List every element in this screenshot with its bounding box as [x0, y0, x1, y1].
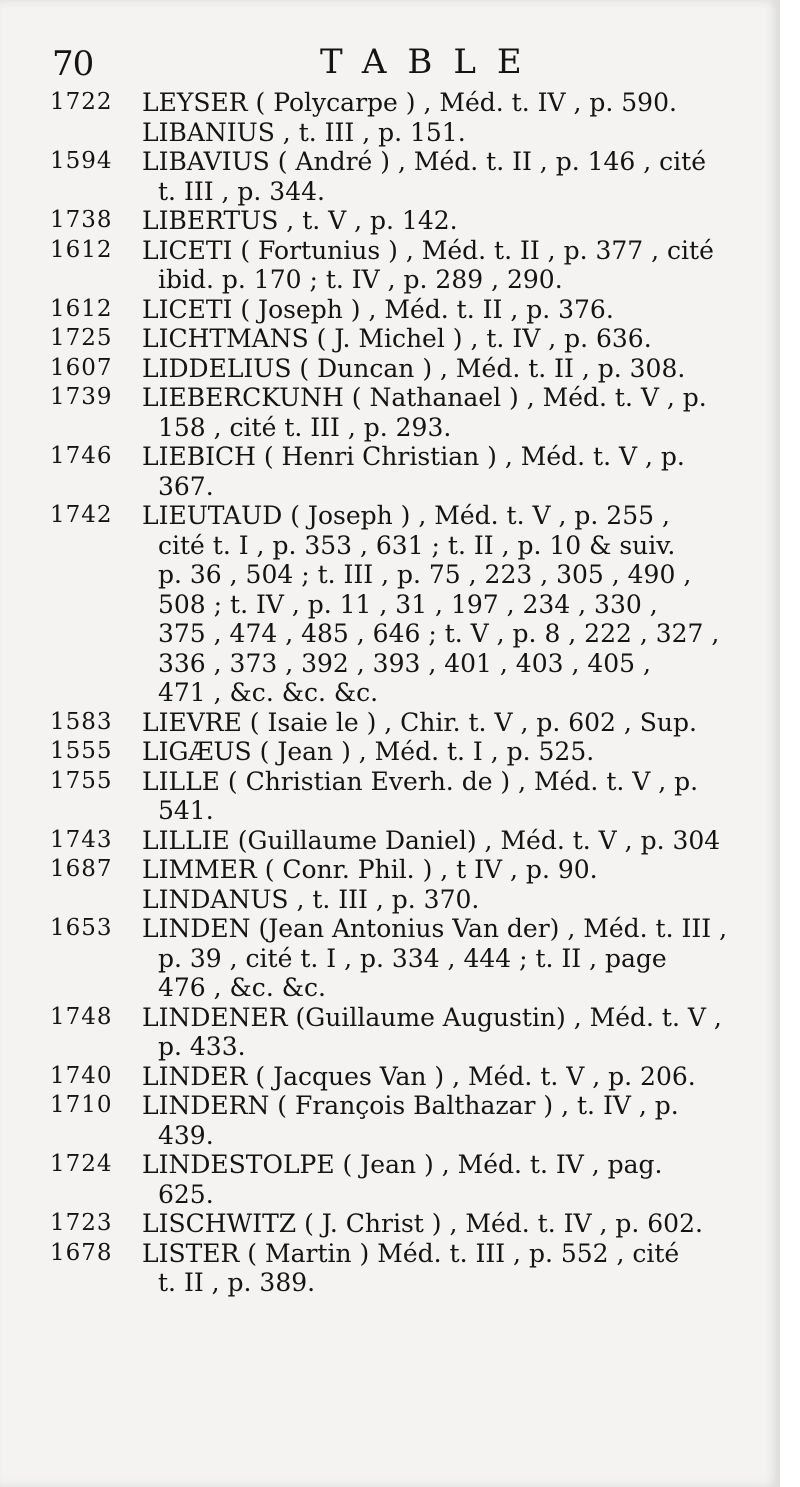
entry-year: 1612 [50, 236, 113, 263]
entry-text: LINDESTOLPE ( Jean ) , Méd. t. IV , pag. [142, 1150, 663, 1179]
entry-year: 1722 [50, 89, 113, 115]
entry-continuation: 439. [158, 1120, 214, 1150]
entry-continuation: p. 433. [158, 1032, 246, 1061]
entry-year: 1678 [50, 1239, 113, 1266]
index-entry [50, 324, 762, 354]
entry-year: 1724 [50, 1151, 113, 1177]
index-entry [50, 737, 762, 767]
entry-text: LINDER ( Jacques Van ) , Méd. t. V , p. 206. [142, 1061, 696, 1091]
index-entry [50, 855, 762, 885]
index-entry-list [50, 88, 762, 1298]
entry-continuation: 375 , 474 , 485 , 646 ; t. V , p. 8 , 222 , 327 , [158, 619, 720, 648]
index-entry [50, 708, 762, 738]
entry-text: LIBANIUS , t. III , p. 151. [142, 117, 466, 147]
index-entry [50, 354, 762, 384]
entry-text: LIGÆUS ( Jean ) , Méd. t. I , p. 525. [142, 737, 595, 766]
entry-continuation: 508 ; t. IV , p. 11 , 31 , 197 , 234 , 330 , [158, 589, 658, 619]
entry-continuation: 476 , &c. &c. [158, 973, 326, 1002]
index-entry [50, 826, 762, 856]
entry-text: LINDEN (Jean Antonius Van der) , Méd. t. III , [142, 914, 728, 943]
index-entry [50, 1239, 762, 1298]
entry-year: 1555 [50, 738, 113, 764]
index-entry [50, 885, 762, 915]
entry-year: 1746 [50, 443, 113, 469]
entry-text: LILLIE (Guillaume Daniel) , Méd. t. V , p. 304 [142, 825, 721, 855]
entry-year: 1583 [50, 708, 113, 735]
index-entry [50, 767, 762, 826]
entry-text: LICHTMANS ( J. Michel ) , t. IV , p. 636. [142, 324, 652, 353]
entry-year: 1743 [50, 826, 113, 853]
entry-year: 1687 [50, 856, 113, 882]
entry-continuation: p. 36 , 504 ; t. III , p. 75 , 223 , 305 , 490 , [158, 560, 692, 589]
entry-text: LEYSER ( Polycarpe ) , Méd. t. IV , p. 590. [142, 88, 677, 117]
index-entry [50, 206, 762, 236]
index-entry [50, 442, 762, 501]
entry-text: LIEBERCKUNH ( Nathanael ) , Méd. t. V , p. [142, 383, 707, 412]
entry-continuation: ibid. p. 170 ; t. IV , p. 289 , 290. [158, 265, 563, 294]
index-entry [50, 914, 762, 1003]
entry-text: LIDDELIUS ( Duncan ) , Méd. t. II , p. 308. [142, 353, 686, 383]
entry-year: 1738 [50, 207, 113, 233]
entry-year: 1742 [50, 502, 113, 528]
index-entry [50, 1150, 762, 1209]
index-entry [50, 1091, 762, 1150]
entry-text: LISTER ( Martin ) Méd. t. III , p. 552 , cité [142, 1238, 680, 1268]
entry-year: 1725 [50, 325, 113, 351]
entry-year: 1594 [50, 148, 113, 174]
entry-continuation: p. 39 , cité t. I , p. 334 , 444 ; t. II , page [158, 943, 667, 973]
entry-text: LIBAVIUS ( André ) , Méd. t. II , p. 146 , cité [142, 147, 706, 176]
running-title: TABLE [320, 42, 543, 82]
entry-year: 1653 [50, 915, 113, 941]
entry-continuation: 367. [158, 471, 214, 501]
entry-continuation: 625. [158, 1179, 214, 1209]
entry-text: LIMMER ( Conr. Phil. ) , t IV , p. 90. [142, 855, 598, 884]
index-entry [50, 118, 762, 148]
entry-text: LINDENER (Guillaume Augustin) , Méd. t. V , [142, 1002, 722, 1032]
entry-continuation: cité t. I , p. 353 , 631 ; t. II , p. 10 & suiv. [158, 530, 676, 560]
index-entry [50, 1003, 762, 1062]
entry-text: LILLE ( Christian Everh. de ) , Méd. t. V , p. [142, 766, 699, 796]
index-entry [50, 236, 762, 295]
entry-year: 1723 [50, 1210, 113, 1236]
entry-year: 1710 [50, 1092, 113, 1118]
entry-year: 1748 [50, 1003, 113, 1030]
page-number: 70 [52, 44, 94, 84]
index-entry [50, 295, 762, 325]
page-header [52, 38, 752, 88]
entry-text: LIEVRE ( Isaie le ) , Chir. t. V , p. 602 , Sup. [142, 707, 697, 737]
entry-year: 1612 [50, 295, 113, 322]
entry-text: LIBERTUS , t. V , p. 142. [142, 206, 458, 235]
index-entry [50, 1062, 762, 1092]
index-entry [50, 501, 762, 708]
entry-year: 1739 [50, 384, 113, 410]
entry-text: LIEBICH ( Henri Christian ) , Méd. t. V , p. [142, 442, 685, 471]
entry-text: LINDERN ( François Balthazar ) , t. IV , p. [142, 1091, 679, 1120]
index-entry [50, 88, 762, 118]
entry-continuation: t. III , p. 344. [158, 176, 325, 206]
entry-continuation: 158 , cité t. III , p. 293. [158, 412, 452, 442]
entry-continuation: t. II , p. 389. [158, 1268, 316, 1297]
entry-text: LICETI ( Fortunius ) , Méd. t. II , p. 377 , cité [142, 235, 714, 265]
entry-year: 1607 [50, 354, 113, 381]
entry-text: LIEUTAUD ( Joseph ) , Méd. t. V , p. 255 , [142, 501, 670, 530]
entry-text: LICETI ( Joseph ) , Méd. t. II , p. 376. [142, 294, 614, 324]
index-entry [50, 147, 762, 206]
entry-text: LISCHWITZ ( J. Christ ) , Méd. t. IV , p. 602. [142, 1209, 703, 1238]
entry-continuation: 336 , 373 , 392 , 393 , 401 , 403 , 405 , [158, 648, 651, 678]
entry-continuation: 471 , &c. &c. &c. [158, 678, 379, 707]
index-entry [50, 1209, 762, 1239]
entry-continuation: 541. [158, 796, 214, 825]
entry-year: 1755 [50, 767, 113, 794]
entry-text: LINDANUS , t. III , p. 370. [142, 884, 480, 914]
index-entry [50, 383, 762, 442]
entry-year: 1740 [50, 1062, 113, 1089]
